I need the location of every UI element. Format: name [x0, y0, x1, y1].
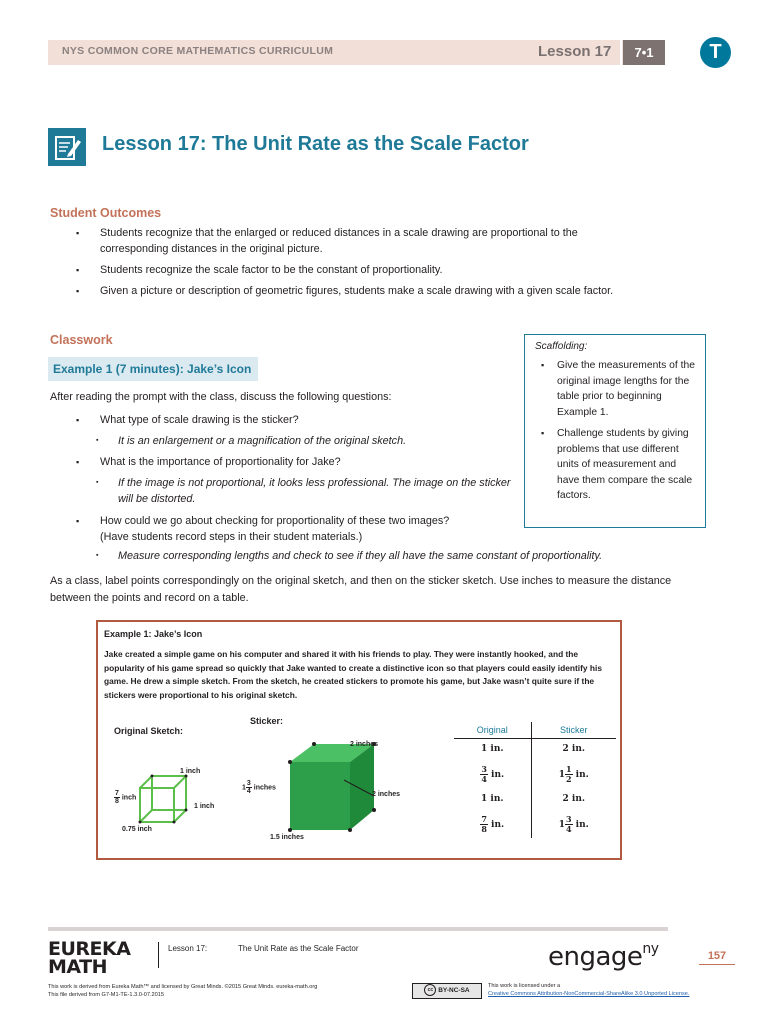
orig-dim-top: 1 inch — [180, 768, 201, 775]
sticker-dim-left: 1 $\frac{3}{4}$ inches — [242, 780, 276, 795]
intro-text: After reading the prompt with the class, discuss the following questions: — [50, 391, 392, 403]
footer-rule — [48, 927, 668, 931]
scaffolding-item: ▪ Challenge students by giving problems that use different units of measurement and have them compare the scale factors. — [535, 426, 695, 504]
table-cell: $\frac{7}{8}$ in. — [454, 810, 531, 838]
orig-dim-right: 1 inch — [194, 803, 215, 810]
eureka-math-logo: EUREKA MATH — [48, 938, 131, 978]
orig-dim-left: $\frac{7}{8}$ inch — [115, 790, 137, 805]
cc-license-badge[interactable]: cc BY-NC-SA — [412, 983, 482, 999]
outcome-item: ▪ Students recognize the scale factor to be the constant of proportionality. — [76, 262, 636, 278]
table-cell: 1 in. — [454, 788, 531, 810]
orig-dim-bottom: 0.75 inch — [122, 826, 152, 833]
table-cell: 1 in. — [454, 738, 531, 760]
classwork-heading: Classwork — [50, 333, 113, 347]
answer-item: ▪ If the image is not proportional, it looks less professional. The image on the sticker will be distorted. — [76, 475, 516, 507]
footer-lesson: Lesson 17: — [168, 944, 208, 953]
notebook-pencil-icon — [48, 128, 86, 166]
question-item: ▪ What type of scale drawing is the sticker? — [76, 412, 516, 428]
original-sketch-cube — [130, 770, 200, 830]
scaffolding-box — [524, 334, 706, 528]
table-cell: 1 $\frac{1}{2}$ in. — [558, 763, 589, 784]
table-row — [454, 788, 616, 810]
answer-item: ▪ Measure corresponding lengths and check to see if they all have the same constant of proportionality. — [76, 548, 676, 564]
question-text: How could we go about checking for proportionality of these two images? — [100, 515, 450, 527]
scaffolding-item: ▪ Give the measurements of the original image lengths for the table prior to beginning Example 1. — [535, 358, 695, 420]
module-badge: 7•1 — [623, 40, 665, 65]
header-lesson: Lesson 17 — [538, 43, 612, 60]
student-example-title: Example 1: Jake’s Icon — [104, 629, 203, 639]
discussion-list — [76, 412, 516, 512]
outcome-item: ▪ Given a picture or description of geometric figures, students make a scale drawing with a given scale factor. — [76, 283, 636, 299]
table-cell: 1 $\frac{3}{4}$ in. — [558, 813, 589, 834]
original-sketch-label: Original Sketch: — [114, 726, 184, 736]
footer-lesson-title: The Unit Rate as the Scale Factor — [238, 944, 359, 953]
outcome-item: ▪ Students recognize that the enlarged or reduced distances in a scale drawing are proportional to the corresponding distances in the original picture. — [76, 225, 636, 257]
lesson-title: Lesson 17: The Unit Rate as the Scale Factor — [102, 133, 529, 155]
table-cell: 2 in. — [562, 794, 585, 804]
curriculum-label: NYS COMMON CORE MATHEMATICS CURRICULUM — [62, 45, 334, 57]
table-cell: 2 in. — [562, 744, 585, 755]
table-row — [454, 738, 616, 760]
table-cell: $\frac{3}{4}$ in. — [454, 760, 531, 788]
teacher-edition-badge: T — [700, 37, 731, 68]
table-row — [454, 760, 616, 788]
sticker-dim-right: 2 inches — [372, 791, 401, 798]
table-header: Sticker — [531, 722, 616, 738]
outcomes-list — [76, 225, 636, 304]
sticker-dim-bottom: 1.5 inches — [270, 834, 304, 841]
license-link[interactable]: Creative Commons Attribution-NonCommercial-ShareAlike 3.0 Unported License. — [488, 991, 690, 997]
table-header-row — [454, 722, 616, 738]
sticker-dim-top: 2 inches — [350, 741, 379, 748]
example-label: Example 1 (7 minutes): Jake’s Icon — [48, 357, 258, 381]
scaffolding-title: Scaffolding: — [535, 341, 588, 352]
footer-separator — [158, 942, 159, 968]
scaffolding-list — [535, 358, 695, 504]
question-item: ▪ What is the importance of proportionality for Jake? — [76, 454, 516, 470]
sticker-cube — [284, 740, 380, 836]
measurement-table — [454, 722, 616, 838]
question-note: (Have students record steps in their student materials.) — [100, 531, 363, 543]
footer-credit: This work is derived from Eureka Math™ and licensed by Great Minds. ©2015 Great Minds. eureka-math.org This file derived from G7-M1-TE-1.3.0-07.2015 — [48, 984, 318, 998]
student-example-text: Jake created a simple game on his computer and shared it with his friends to play. They were instantly hooked, and the popularity of his game spread so quickly that Jake wanted to create a distinctive icon so that players could easily identify his game. He drew a simple sketch. From the sketch, he created stickers to promote his game, but Jake wasn’t quite sure if the stickers were proportional to his original sketch. — [104, 649, 602, 700]
table-header: Original — [454, 722, 531, 738]
sticker-label: Sticker: — [250, 716, 284, 726]
header-divider — [620, 40, 622, 65]
after-text: As a class, label points correspondingly on the original sketch, and then on the sticker sketch. Use inches to measure the distance between the points and record on a table. — [50, 575, 672, 604]
table-row — [454, 810, 616, 838]
page-number: 157 — [699, 950, 735, 965]
engageny-logo: engage$^{ny}$ — [548, 941, 659, 972]
license-text: This work is licensed under a Creative Commons Attribution-NonCommercial-ShareAlike 3.0 Unported License. — [488, 983, 690, 997]
answer-item: ▪ It is an enlargement or a magnification of the original sketch. — [76, 433, 516, 449]
student-outcomes-heading: Student Outcomes — [50, 206, 162, 220]
